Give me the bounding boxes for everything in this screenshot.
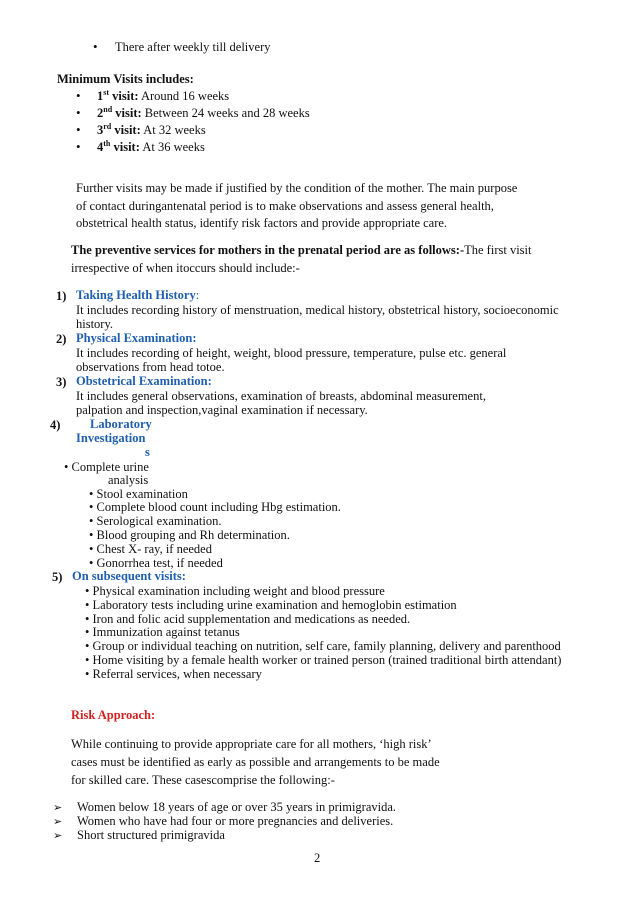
risk-heading: Risk Approach:	[71, 708, 156, 722]
risk-para-line-1: While continuing to provide appropriate care for all mothers, ‘high risk’	[71, 737, 432, 751]
visit-item-d: • Immunization against tetanus	[85, 625, 240, 639]
visit-item-2: 2nd visit: Between 24 weeks and 28 weeks	[97, 105, 310, 120]
visit-item-1: 1st visit: Around 16 weeks	[97, 88, 230, 103]
section-2-line-1: It includes recording of height, weight, blood pressure, temperature, pulse etc. general	[76, 346, 507, 360]
preventive-line-1: The preventive services for mothers in the prenatal period are as follows:-The first visit	[71, 243, 532, 257]
min-visits-heading: Minimum Visits includes:	[57, 72, 194, 86]
section-3-line-1: It includes general observations, examination of breasts, abdominal measurement,	[76, 389, 486, 403]
section-number-1: 1)	[56, 289, 67, 303]
risk-para-line-3: for skilled care. These casescomprise the following:-	[71, 773, 335, 787]
lab-item-4: • Serological examination.	[89, 514, 222, 528]
section-1-line-2: history.	[76, 317, 114, 331]
visit-item-b: • Laboratory tests including urine examination and hemoglobin estimation	[85, 598, 457, 612]
risk-item-1: Women below 18 years of age or over 35 years in primigravida.	[77, 800, 397, 814]
bullet-icon: •	[93, 39, 98, 54]
section-number-3: 3)	[56, 375, 67, 389]
further-line-3: obstetrical health status, identify risk factors and provide appropriate care.	[76, 216, 448, 230]
visit-item-a: • Physical examination including weight and blood pressure	[85, 584, 385, 598]
section-number-4: 4)	[50, 418, 61, 432]
arrow-bullet-icon: ➢	[53, 829, 63, 842]
section-2-line-2: observations from head totoe.	[76, 360, 225, 374]
section-title-4-line-3: s	[145, 445, 150, 459]
lab-item-6: • Chest X- ray, if needed	[89, 542, 212, 556]
section-1-line-1: It includes recording history of menstruation, medical history, obstetrical history, socioeconomic	[76, 303, 559, 317]
lab-item-7: • Gonorrhea test, if needed	[89, 556, 223, 570]
further-line-2: of contact duringantenatal period is to make observations and assess general health,	[76, 199, 494, 213]
risk-para-line-2: cases must be identified as early as possible and arrangements to be made	[71, 755, 440, 769]
visit-item-3: 3rd visit: At 32 weeks	[97, 122, 206, 137]
bullet-icon: •	[76, 88, 81, 103]
lab-item-2: • Stool examination	[89, 487, 188, 501]
visit-item-g: • Referral services, when necessary	[85, 667, 262, 681]
page-number: 2	[314, 851, 321, 865]
risk-item-3: Short structured primigravida	[77, 828, 225, 842]
visit-item-f: • Home visiting by a female health worker or trained person (trained traditional birth attendant)	[85, 653, 562, 667]
bullet-icon: •	[76, 105, 81, 120]
arrow-bullet-icon: ➢	[53, 801, 63, 814]
section-title-5: On subsequent visits:	[72, 569, 186, 583]
bullet-icon: •	[76, 139, 81, 154]
section-title-2: Physical Examination:	[76, 331, 197, 345]
further-line-1: Further visits may be made if justified by the condition of the mother. The main purpose	[76, 181, 518, 195]
preventive-line-2: irrespective of when itoccurs should include:-	[71, 261, 300, 275]
weekly-visits-text: There after weekly till delivery	[115, 40, 271, 54]
bullet-icon: •	[76, 122, 81, 137]
section-3-line-2: palpation and inspection,vaginal examination if necessary.	[76, 403, 368, 417]
section-title-3: Obstetrical Examination:	[76, 374, 212, 388]
lab-item-3: • Complete blood count including Hbg estimation.	[89, 500, 341, 514]
lab-item-5: • Blood grouping and Rh determination.	[89, 528, 290, 542]
section-number-2: 2)	[56, 332, 67, 346]
risk-item-2: Women who have had four or more pregnancies and deliveries.	[77, 814, 394, 828]
section-title-1: Taking Health History:	[76, 288, 200, 302]
lab-item-1: • Complete urine	[64, 460, 149, 474]
arrow-bullet-icon: ➢	[53, 815, 63, 828]
visit-item-e: • Group or individual teaching on nutrition, self care, family planning, delivery and parenthood	[85, 639, 561, 653]
section-title-4-line-2: Investigation	[76, 431, 146, 445]
lab-item-1-cont: analysis	[108, 473, 149, 487]
section-title-4-line-1: Laboratory	[90, 417, 152, 431]
visit-item-4: 4th visit: At 36 weeks	[97, 139, 205, 154]
section-number-5: 5)	[52, 570, 63, 584]
visit-item-c: • Iron and folic acid supplementation and medications as needed.	[85, 612, 411, 626]
